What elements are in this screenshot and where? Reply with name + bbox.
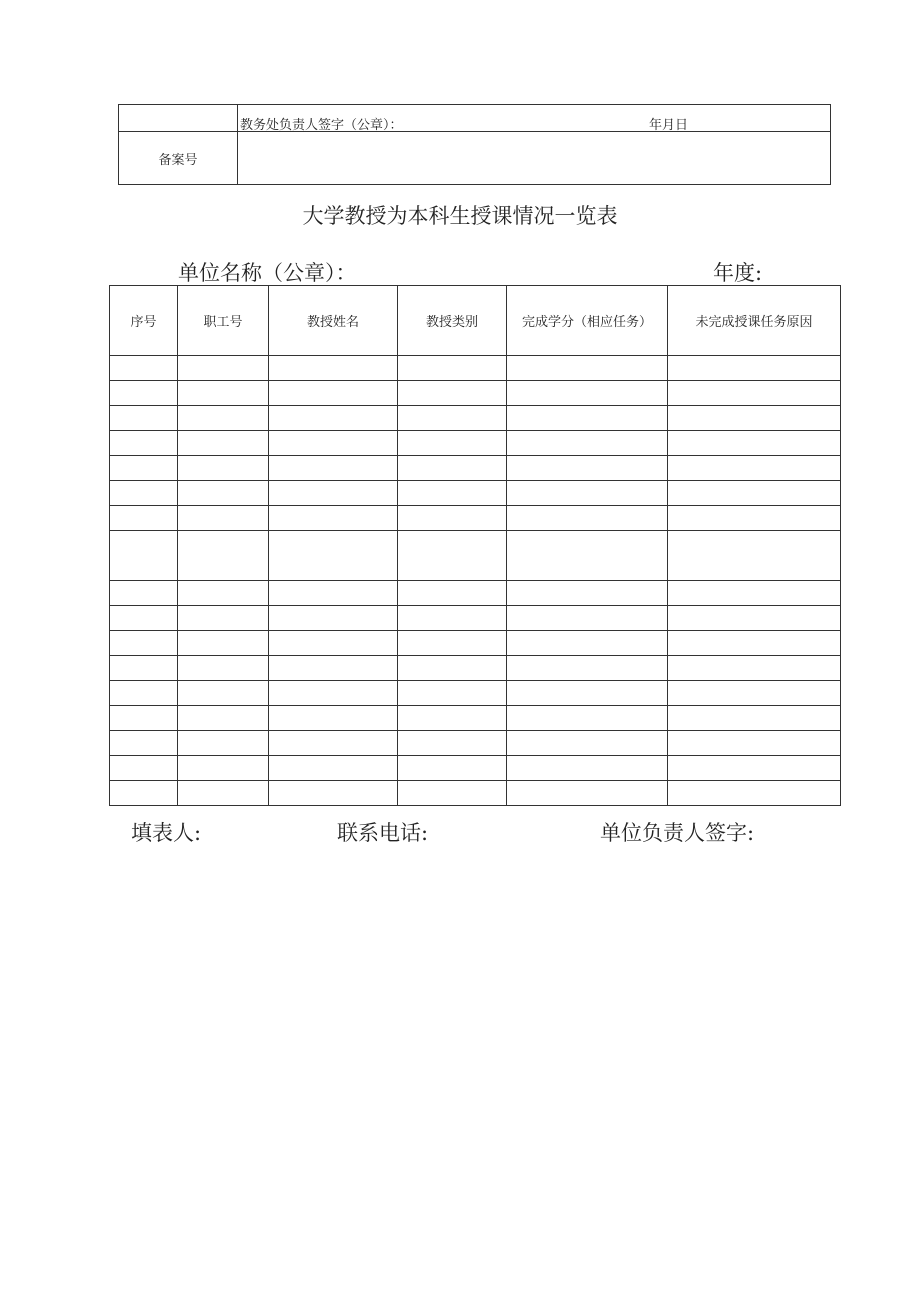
header-incomplete-reason: 未完成授课任务原因 xyxy=(668,286,841,356)
filler-label: 填表人: xyxy=(131,821,202,845)
table-cell xyxy=(398,456,507,481)
table-cell xyxy=(507,606,668,631)
table-cell xyxy=(507,431,668,456)
table-cell xyxy=(668,481,841,506)
table-cell xyxy=(269,506,398,531)
table-cell xyxy=(398,706,507,731)
table-cell xyxy=(668,681,841,706)
table-cell xyxy=(398,381,507,406)
phone-label: 联系电话: xyxy=(337,821,429,845)
table-cell xyxy=(398,681,507,706)
table-cell xyxy=(269,606,398,631)
table-cell xyxy=(178,731,269,756)
table-cell xyxy=(178,506,269,531)
table-cell xyxy=(398,756,507,781)
table-cell xyxy=(269,731,398,756)
table-cell xyxy=(668,406,841,431)
table-cell xyxy=(110,581,178,606)
table-cell xyxy=(269,706,398,731)
table-cell xyxy=(398,481,507,506)
table-cell xyxy=(110,406,178,431)
head-signature-label: 单位负责人签字: xyxy=(600,821,755,845)
header-index: 序号 xyxy=(110,286,178,356)
table-cell xyxy=(398,731,507,756)
table-cell xyxy=(110,606,178,631)
table-cell xyxy=(110,631,178,656)
table-cell xyxy=(110,481,178,506)
table-cell xyxy=(110,706,178,731)
table-cell xyxy=(269,681,398,706)
table-row xyxy=(110,656,841,681)
table-cell xyxy=(110,381,178,406)
table-cell xyxy=(110,781,178,806)
table-cell xyxy=(178,381,269,406)
table-row xyxy=(110,631,841,656)
table-cell xyxy=(269,656,398,681)
date-label: 年月日 xyxy=(649,118,689,133)
table-cell xyxy=(507,681,668,706)
table-row xyxy=(110,781,841,806)
table-cell xyxy=(269,431,398,456)
table-cell xyxy=(269,481,398,506)
table-cell xyxy=(668,731,841,756)
header-credits-completed: 完成学分（相应任务） xyxy=(507,286,668,356)
table-row xyxy=(110,456,841,481)
table-cell xyxy=(269,381,398,406)
header-professor-name: 教授姓名 xyxy=(269,286,398,356)
table-cell xyxy=(269,581,398,606)
table-cell xyxy=(269,356,398,381)
table-cell xyxy=(178,681,269,706)
table-cell xyxy=(507,656,668,681)
table-cell xyxy=(507,406,668,431)
table-row xyxy=(110,406,841,431)
table-cell xyxy=(178,356,269,381)
table-cell xyxy=(507,731,668,756)
table-cell xyxy=(178,431,269,456)
table-cell xyxy=(668,506,841,531)
table-cell xyxy=(668,706,841,731)
table-row xyxy=(110,681,841,706)
table-cell xyxy=(110,681,178,706)
table-cell xyxy=(668,781,841,806)
table-row xyxy=(110,606,841,631)
table-row xyxy=(110,481,841,506)
professor-teaching-table xyxy=(109,285,841,806)
table-cell xyxy=(668,431,841,456)
table-cell xyxy=(178,481,269,506)
table-cell xyxy=(178,606,269,631)
table-cell xyxy=(398,781,507,806)
table-row xyxy=(110,431,841,456)
table-cell xyxy=(110,531,178,581)
table-row xyxy=(110,756,841,781)
table-cell xyxy=(269,631,398,656)
table-cell xyxy=(178,531,269,581)
table-cell xyxy=(668,456,841,481)
record-value-cell xyxy=(238,132,831,185)
table-cell xyxy=(668,381,841,406)
table-cell xyxy=(668,356,841,381)
approval-table xyxy=(118,104,831,185)
table-cell xyxy=(398,506,507,531)
table-cell xyxy=(507,531,668,581)
table-cell xyxy=(507,456,668,481)
table-cell xyxy=(398,581,507,606)
table-cell xyxy=(110,356,178,381)
table-cell xyxy=(507,381,668,406)
table-row xyxy=(110,706,841,731)
page-title: 大学教授为本科生授课情况一览表 xyxy=(302,204,618,228)
table-cell xyxy=(398,631,507,656)
table-cell xyxy=(507,481,668,506)
table-row xyxy=(110,581,841,606)
table-cell xyxy=(507,506,668,531)
table-cell xyxy=(668,631,841,656)
year-label: 年度: xyxy=(713,261,763,285)
table-cell xyxy=(110,431,178,456)
table-row xyxy=(110,531,841,581)
table-cell xyxy=(110,506,178,531)
table-cell xyxy=(668,581,841,606)
table-cell xyxy=(269,756,398,781)
table-cell xyxy=(178,456,269,481)
record-label: 备案号 xyxy=(119,132,238,185)
table-cell xyxy=(398,606,507,631)
table-row xyxy=(110,506,841,531)
table-row xyxy=(110,356,841,381)
table-cell xyxy=(178,406,269,431)
table-cell xyxy=(668,756,841,781)
signature-cell xyxy=(238,105,831,132)
table-cell xyxy=(269,406,398,431)
table-cell xyxy=(110,756,178,781)
table-cell xyxy=(507,756,668,781)
table-row xyxy=(110,731,841,756)
table-cell xyxy=(398,431,507,456)
table-cell xyxy=(178,581,269,606)
table-cell xyxy=(178,756,269,781)
table-cell xyxy=(398,406,507,431)
table-row xyxy=(110,381,841,406)
table-cell xyxy=(269,531,398,581)
table-cell xyxy=(110,731,178,756)
unit-name-label: 单位名称（公章）： xyxy=(178,261,357,285)
table-cell xyxy=(398,531,507,581)
table-cell xyxy=(668,606,841,631)
header-professor-type: 教授类别 xyxy=(398,286,507,356)
table-cell xyxy=(178,706,269,731)
empty-label-cell xyxy=(119,105,238,132)
table-cell xyxy=(110,656,178,681)
table-cell xyxy=(507,581,668,606)
table-cell xyxy=(507,631,668,656)
table-cell xyxy=(507,356,668,381)
table-cell xyxy=(668,531,841,581)
table-cell xyxy=(178,631,269,656)
header-staff-id: 职工号 xyxy=(178,286,269,356)
table-cell xyxy=(178,781,269,806)
table-cell xyxy=(269,781,398,806)
table-cell xyxy=(110,456,178,481)
table-cell xyxy=(668,656,841,681)
table-cell xyxy=(269,456,398,481)
signature-label: 教务处负责人签字（公章）： xyxy=(240,118,403,133)
table-cell xyxy=(507,706,668,731)
table-cell xyxy=(398,656,507,681)
table-cell xyxy=(507,781,668,806)
table-cell xyxy=(398,356,507,381)
table-cell xyxy=(178,656,269,681)
